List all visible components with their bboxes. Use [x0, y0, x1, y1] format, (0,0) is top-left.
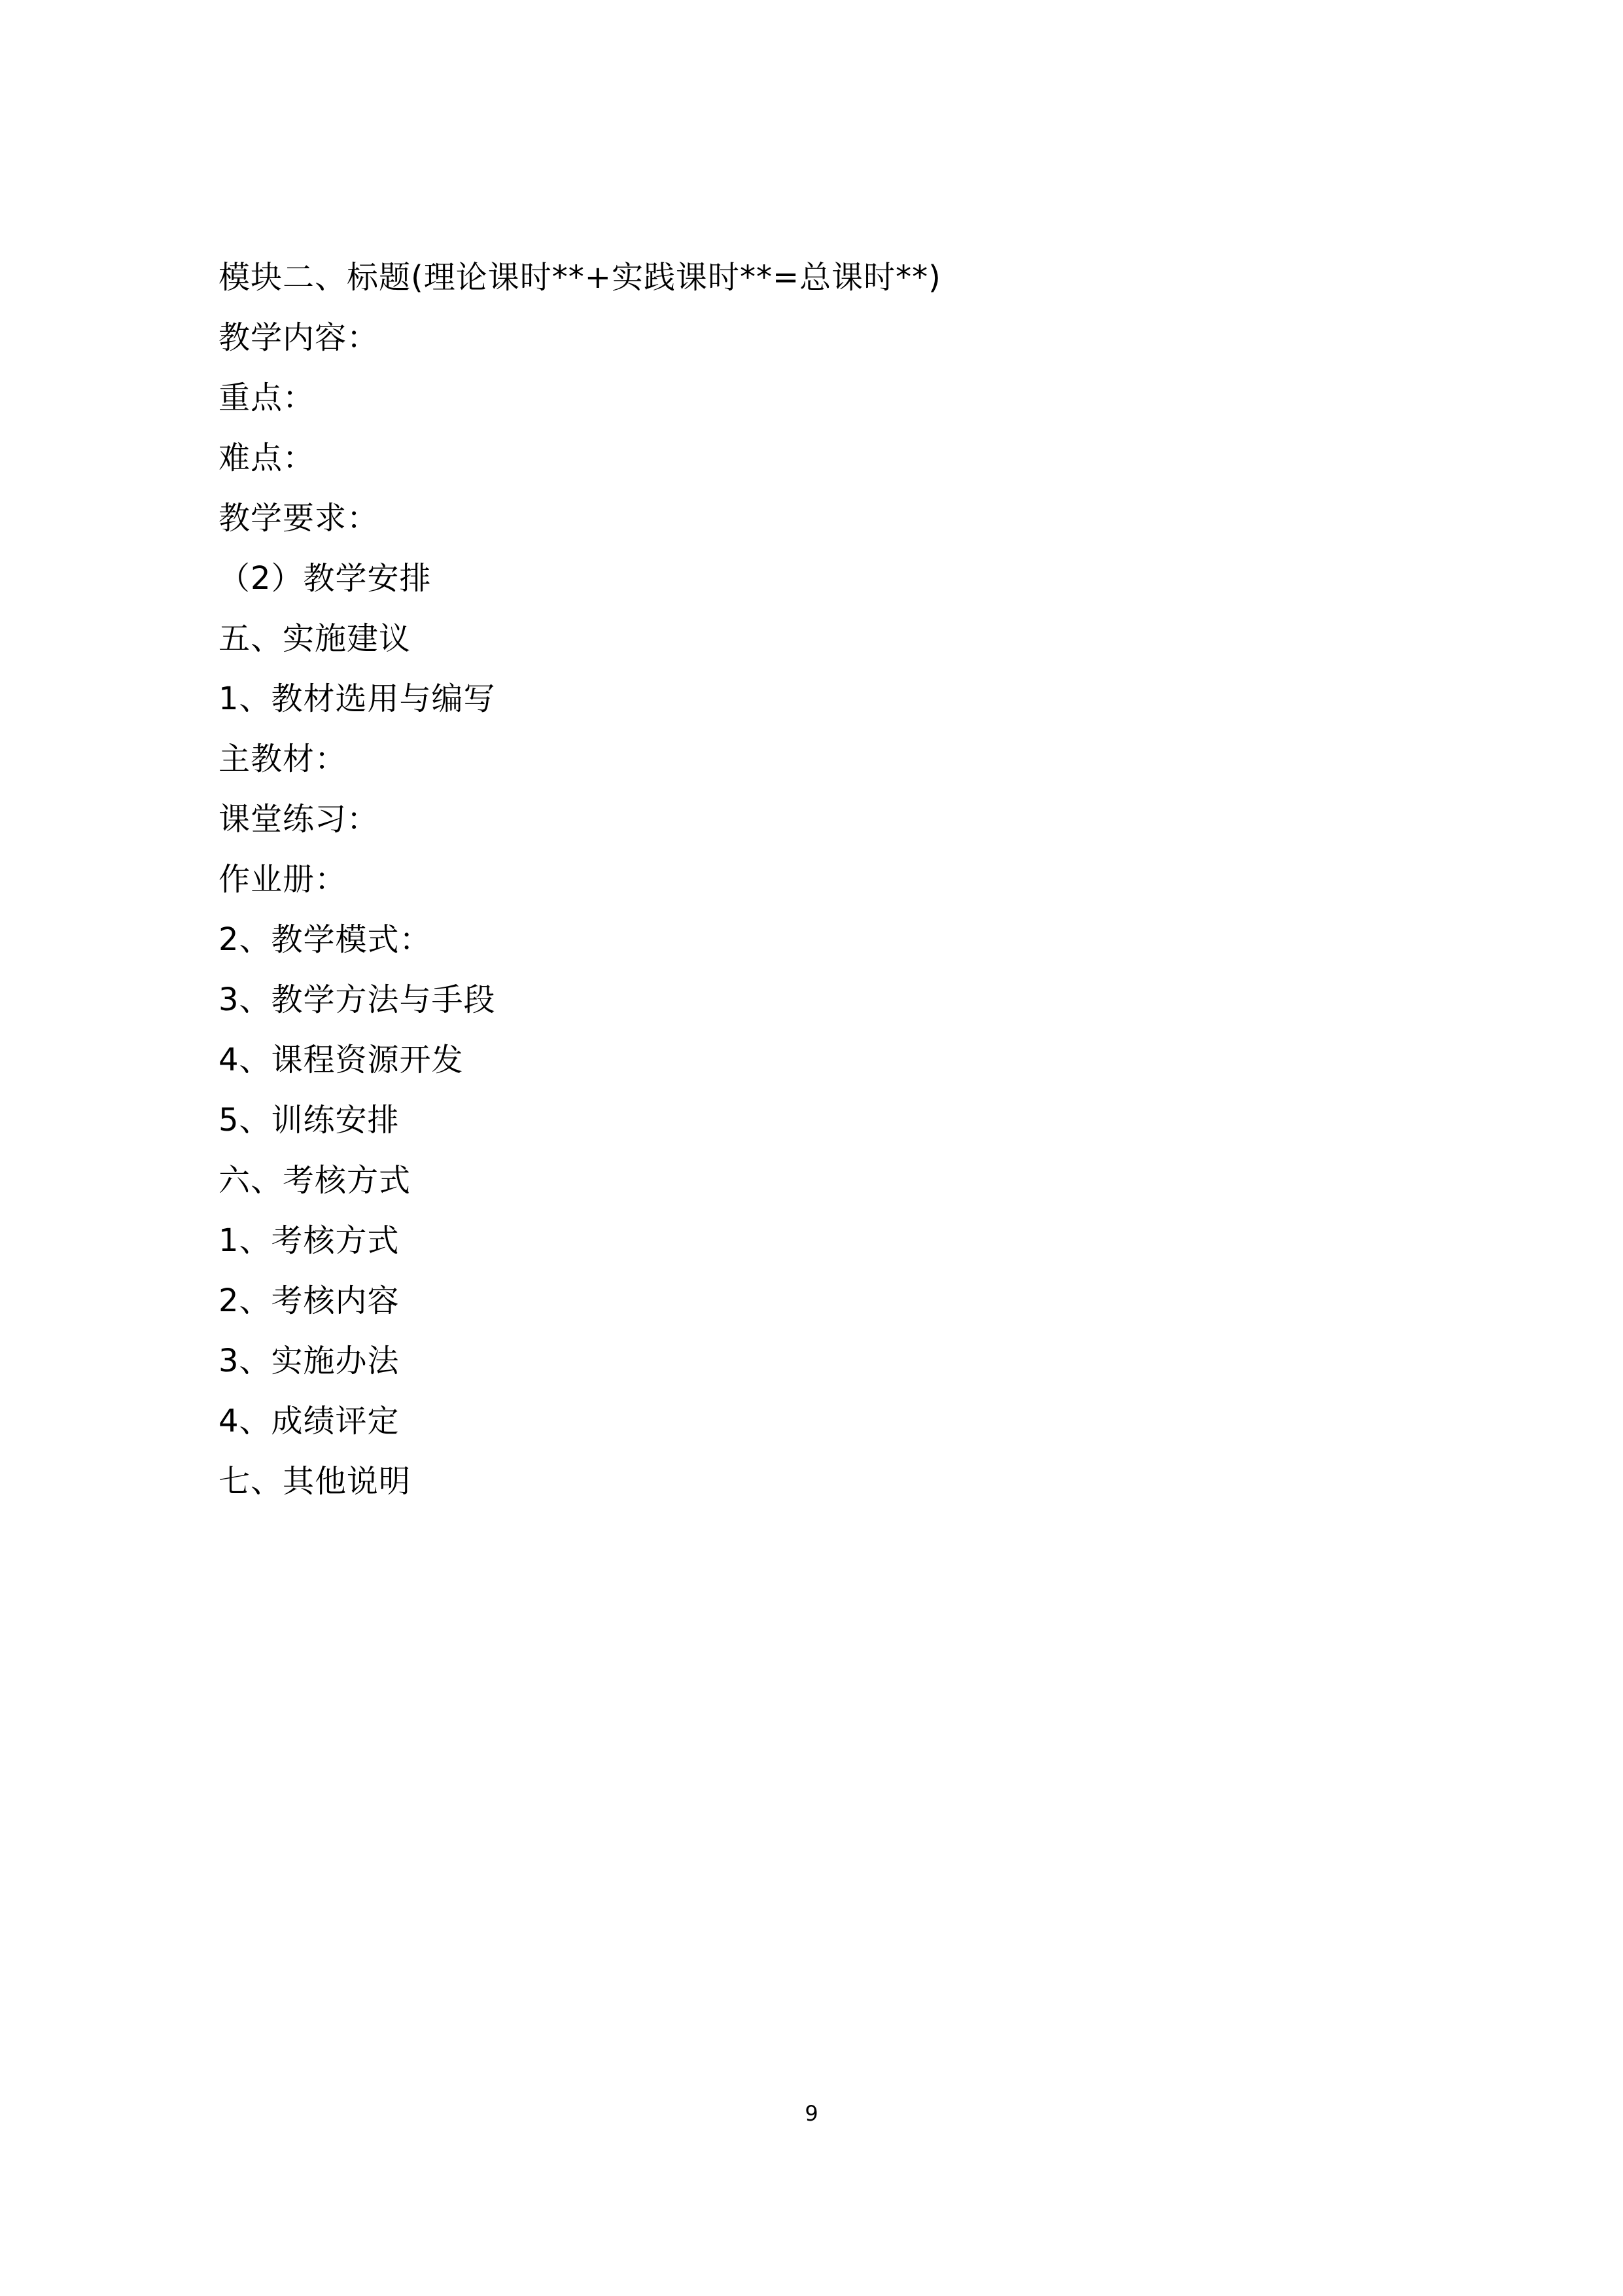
teaching-mode-heading: 2、教学模式： [218, 921, 432, 958]
difficult-points-label: 难点： [218, 440, 315, 476]
section-six-heading: 六、考核方式 [218, 1162, 411, 1199]
teaching-requirements-label: 教学要求： [218, 500, 379, 537]
textbook-selection-heading: 1、教材选用与编写 [218, 680, 496, 717]
training-arrangement-heading: 5、训练安排 [218, 1102, 400, 1139]
workbook-label: 作业册： [218, 861, 347, 898]
section-seven-heading: 七、其他说明 [218, 1463, 411, 1500]
document-body [218, 247, 1409, 1511]
section-five-heading: 五、实施建议 [218, 620, 411, 657]
page-number: 9 [805, 2101, 818, 2126]
course-resources-heading: 4、课程资源开发 [218, 1042, 464, 1078]
main-textbook-label: 主教材： [218, 741, 347, 777]
grade-evaluation-heading: 4、成绩评定 [218, 1403, 400, 1439]
module-two-heading: 模块二、标题(理论课时**+实践课时**=总课时**) [218, 259, 941, 296]
teaching-arrangement-heading: （2）教学安排 [218, 560, 432, 597]
class-exercises-label: 课堂练习： [218, 801, 379, 838]
key-points-label: 重点： [218, 380, 315, 416]
assessment-content-heading: 2、考核内容 [218, 1282, 400, 1319]
teaching-content-label: 教学内容： [218, 319, 379, 356]
assessment-method-heading: 1、考核方式 [218, 1222, 400, 1259]
implementation-method-heading: 3、实施办法 [218, 1343, 400, 1379]
teaching-methods-heading: 3、教学方法与手段 [218, 981, 496, 1018]
